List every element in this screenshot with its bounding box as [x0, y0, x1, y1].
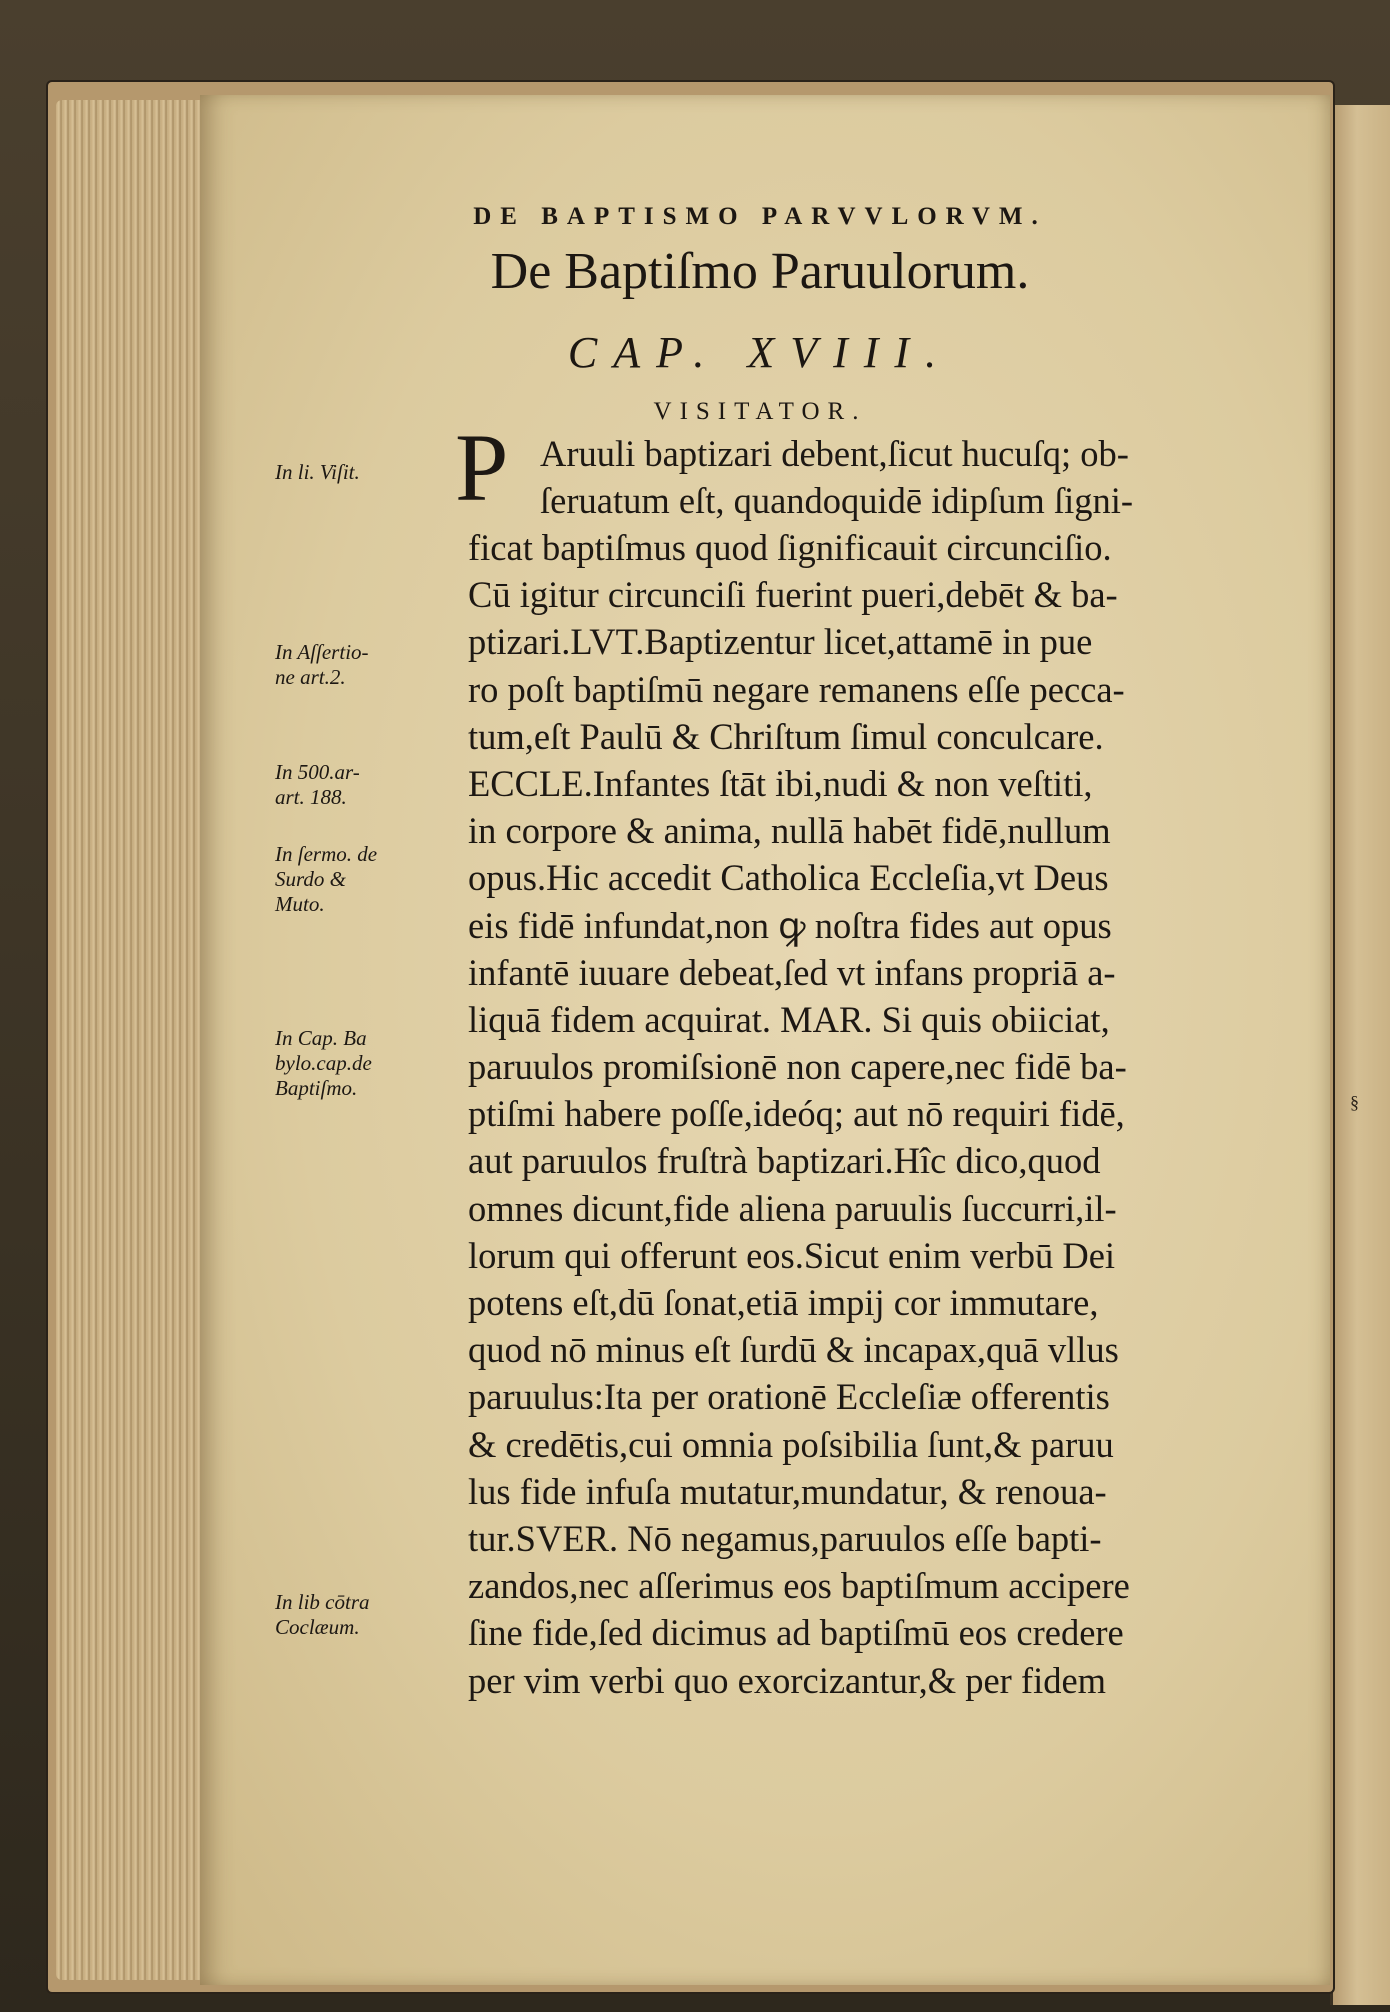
margin-note-line: Coclæum. — [275, 1615, 360, 1639]
text-line: zandos,nec aſſerimus eos baptiſmum accipere — [468, 1565, 1130, 1607]
text-line: potens eſt,dū ſonat,etiā impij cor immutare, — [468, 1282, 1099, 1323]
margin-note-line: In Aſſertio- — [275, 640, 369, 664]
text-line: ECCLE.Infantes ſtāt ibi,nudi & non veſtiti, — [468, 762, 1093, 804]
margin-note-line: In ſermo. de — [275, 842, 378, 866]
margin-note-line: ne art.2. — [275, 665, 346, 689]
text-line: ptiſmi habere poſſe,ideóq; aut nō requiri fidē, — [468, 1093, 1125, 1135]
margin-note-line: In li. Viſit. — [275, 460, 360, 484]
margin-note-line: In 500.ar- — [275, 760, 360, 784]
margin-note-line: In lib cōtra — [275, 1590, 370, 1614]
chapter-number: CAP. XVIII. — [567, 328, 953, 377]
margin-note-line: Baptiſmo. — [275, 1076, 358, 1100]
margin-note — [275, 760, 450, 810]
margin-note — [275, 842, 450, 917]
text-line: in corpore & anima, nullā habēt fidē,nullum — [468, 810, 1111, 852]
text-line: quod nō minus eſt ſurdū & incapax,quā vllus — [468, 1329, 1119, 1371]
text-line: paruulos promiſsionē non capere,nec fidē ba- — [468, 1046, 1127, 1088]
margin-note-line: Surdo & — [275, 867, 346, 891]
text-line: eis fidē infundat,non ꝙ noſtra fides aut opus — [468, 904, 1112, 946]
text-line: tur.SVER. Nō negamus,paruulos eſſe bapti- — [468, 1517, 1102, 1559]
page-edges — [56, 100, 206, 1980]
margin-note — [275, 460, 450, 485]
margin-note — [275, 640, 450, 690]
text-line: tum,eſt Paulū & Chriſtum ſimul conculcare. — [468, 715, 1104, 757]
text-line: Aruuli baptizari debent,ſicut hucuſq; ob- — [540, 433, 1129, 474]
margin-note — [275, 1590, 450, 1640]
margin-note-line: Muto. — [275, 892, 325, 916]
margin-note-line: art. 188. — [275, 785, 347, 809]
chapter-title: De Baptiſmo Paruulorum. — [490, 243, 1030, 300]
text-line: omnes dicunt,fide aliena paruulis ſuccurri,il- — [468, 1187, 1117, 1229]
edge-mark: § — [1350, 1092, 1359, 1112]
text-line: aut paruulos fruſtrà baptizari.Hîc dico,quod — [468, 1140, 1101, 1182]
running-head: DE BAPTISMO PARVVLORVM. — [473, 203, 1047, 230]
text-line: Cū igitur circunciſi fuerint pueri,debēt & ba- — [468, 574, 1118, 616]
text-line: infantē iuuare debeat,ſed vt infans propriā a- — [468, 951, 1116, 993]
text-line: lus fide infuſa mutatur,mundatur, & renoua- — [468, 1470, 1107, 1512]
margin-note-line: In Cap. Ba — [275, 1026, 367, 1050]
margin-note — [275, 1026, 450, 1101]
text-line: & credētis,cui omnia poſsibilia ſunt,& paruu — [468, 1423, 1114, 1465]
margin-note-line: bylo.cap.de — [275, 1051, 372, 1075]
speaker-heading: VISITATOR. — [653, 398, 867, 425]
text-line: opus.Hic accedit Catholica Eccleſia,vt Deus — [468, 857, 1109, 899]
text-line: ſine fide,ſed dicimus ad baptiſmū eos credere — [468, 1612, 1124, 1654]
text-line: paruulus:Ita per orationē Eccleſiæ offerentis — [468, 1376, 1110, 1418]
body-text — [468, 524, 1308, 1704]
text-line: ro poſt baptiſmū negare remanens eſſe pecca- — [468, 668, 1125, 710]
text-line: per vim verbi quo exorcizantur,& per fidem — [468, 1659, 1107, 1701]
text-line: ficat baptiſmus quod ſignificauit circunciſio. — [468, 527, 1112, 568]
text-line: ptizari.LVT.Baptizentur licet,attamē in pue — [468, 621, 1093, 663]
facing-page-edge — [1330, 105, 1390, 2005]
drop-cap: P — [455, 414, 509, 521]
text-line: ſeruatum eſt, quandoquidē idipſum ſigni- — [540, 480, 1134, 522]
first-lines — [540, 430, 1133, 524]
text-line: liquā fidem acquirat. MAR. Si quis obiiciat, — [468, 998, 1110, 1040]
text-line: lorum qui offerunt eos.Sicut enim verbū Dei — [468, 1234, 1116, 1276]
